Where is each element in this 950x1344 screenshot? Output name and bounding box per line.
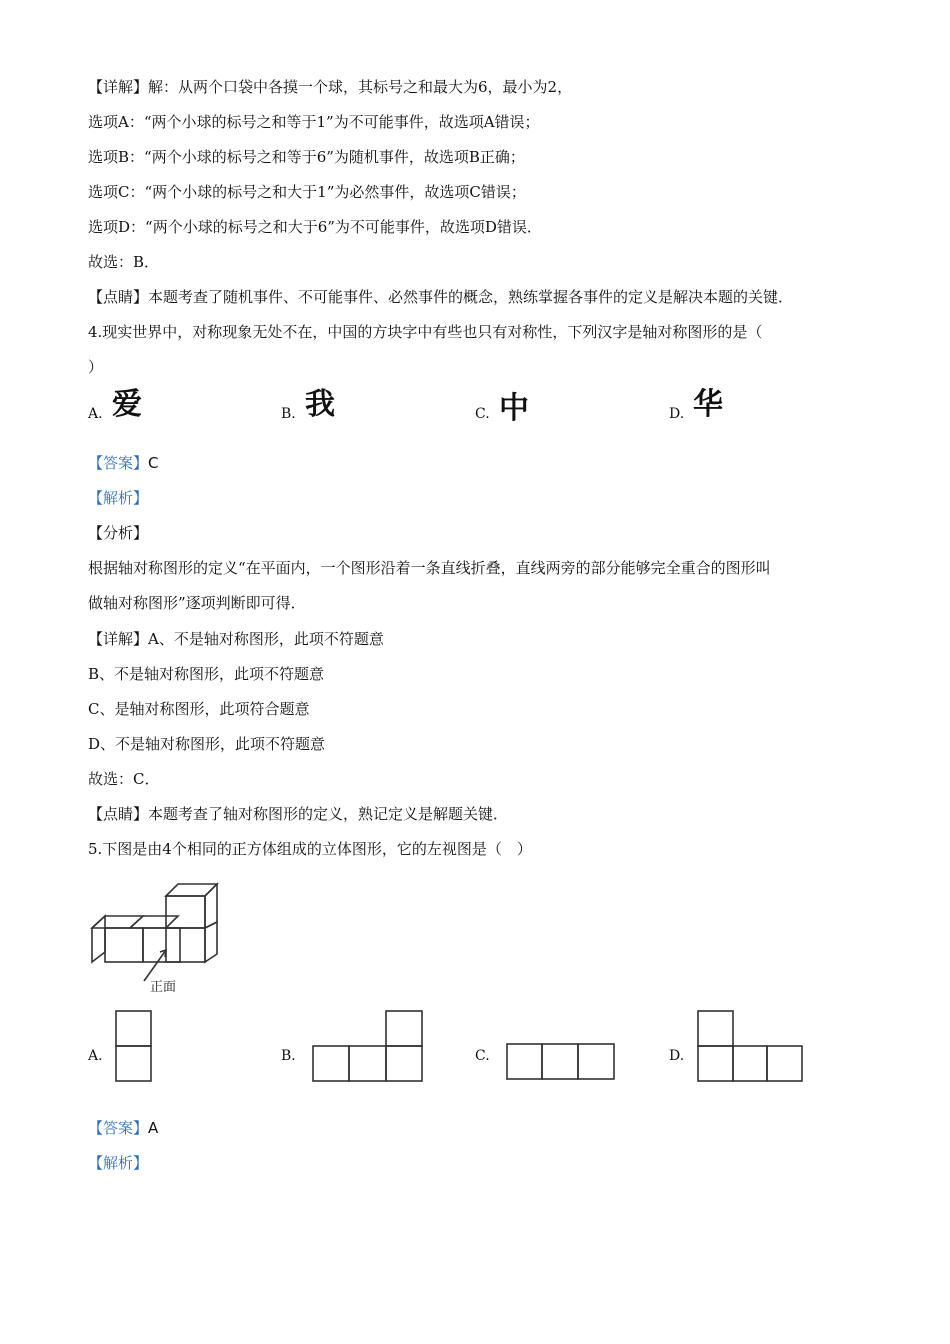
q4-detail-b: B、不是轴对称图形，此项不符题意 (88, 665, 325, 683)
q5-c-square-2 (542, 1044, 578, 1079)
q4-choose: 故选：C． (88, 770, 160, 788)
q5-b-square-3 (386, 1046, 422, 1081)
bottom-cube3-front-face (166, 928, 205, 962)
q5-b-square-top (386, 1011, 422, 1046)
q5-d-square-2 (733, 1046, 767, 1081)
q4-option-a-label: A. (88, 406, 103, 422)
q5-option-c-label: C. (475, 1048, 490, 1064)
q3-choose: 故选：B． (88, 253, 160, 271)
q5-option-b-figure (312, 1010, 424, 1082)
cube-solid-figure (88, 878, 228, 996)
front-label: 正面 (150, 980, 177, 995)
bottom-cube1-front-face (105, 928, 143, 962)
q4-stem-line2: ） (88, 358, 104, 376)
q3-option-a-analysis: 选项A：“两个小球的标号之和等于1”为不可能事件，故选项A错误； (88, 113, 540, 131)
q4-comment: 【点睛】本题考查了轴对称图形的定义，熟记定义是解题关键． (88, 805, 509, 823)
q5-answer (88, 1117, 158, 1139)
q5-option-d-label: D. (669, 1048, 685, 1064)
bottom-row-left-face (92, 916, 105, 962)
q5-answer-tag: 【答案】 (88, 1119, 149, 1137)
top-cube-top-face (166, 884, 217, 896)
q5-a-square-top (116, 1011, 151, 1046)
q5-b-square-1 (313, 1046, 349, 1081)
q4-option-c-char: 中 (499, 391, 529, 426)
bottom-row-right-face (205, 922, 217, 962)
q5-c-square-3 (578, 1044, 614, 1079)
q5-d-square-top (698, 1011, 733, 1046)
q4-answer-tag: 【答案】 (88, 454, 149, 472)
q5-b-square-2 (349, 1046, 386, 1081)
q4-answer-value: C (148, 454, 159, 472)
q4-answer (88, 452, 159, 474)
q4-fenxi-line2: 做轴对称图形”逐项判断即可得． (88, 594, 306, 612)
q4-option-d-label: D. (669, 406, 685, 422)
q5-stem: 5.下图是由4个相同的正方体组成的立体图形，它的左视图是（ ） (88, 840, 532, 858)
q4-fenxi-line1: 根据轴对称图形的定义“在平面内，一个图形沿着一条直线折叠，直线两旁的部分能够完全重合的图形叫 (88, 559, 771, 577)
q4-detail-c: C、是轴对称图形，此项符合题意 (88, 700, 310, 718)
q4-option-d-char: 华 (693, 387, 723, 422)
q5-c-square-1 (507, 1044, 542, 1079)
q5-answer-value: A (148, 1119, 159, 1137)
q3-option-b-analysis: 选项B：“两个小球的标号之和等于6”为随机事件，故选项B正确； (88, 148, 525, 166)
q5-d-square-1 (698, 1046, 733, 1081)
q3-detail-intro: 【详解】解：从两个口袋中各摸一个球，其标号之和最大为6，最小为2， (88, 78, 573, 96)
q4-fenxi-tag: 【分析】 (88, 524, 149, 542)
top-cube-side-face (205, 884, 217, 928)
q4-option-b-label: B. (281, 406, 296, 422)
q3-option-d-analysis: 选项D：“两个小球的标号之和大于6”为不可能事件，故选项D错误． (88, 218, 542, 236)
q4-analysis-tag: 【解析】 (88, 489, 149, 507)
q3-comment: 【点睛】本题考查了随机事件、不可能事件、必然事件的概念，熟练掌握各事件的定义是解决本题的关键． (88, 288, 794, 306)
q4-detail-d: D、不是轴对称图形，此项不符题意 (88, 735, 326, 753)
q4-option-c-label: C. (475, 406, 490, 422)
q4-option-a-char: 爱 (112, 387, 142, 422)
q5-analysis-tag: 【解析】 (88, 1154, 149, 1172)
q5-option-a-figure (115, 1010, 153, 1082)
q5-option-a-label: A. (88, 1048, 103, 1064)
bottom-cube2-top-face (130, 916, 178, 928)
q3-option-c-analysis: 选项C：“两个小球的标号之和大于1”为必然事件，故选项C错误； (88, 183, 526, 201)
q5-option-d-figure (697, 1010, 805, 1082)
q5-d-square-3 (767, 1046, 802, 1081)
q5-a-square-bottom (116, 1046, 151, 1081)
q4-detail-a: 【详解】A、不是轴对称图形，此项不符题意 (88, 630, 384, 648)
q4-option-b-char: 我 (305, 387, 335, 422)
q5-option-b-label: B. (281, 1048, 296, 1064)
q5-option-c-figure (506, 1043, 616, 1081)
front-arrow-shaft (144, 950, 166, 981)
q4-stem-line1: 4.现实世界中，对称现象无处不在，中国的方块字中有些也只有对称性，下列汉字是轴对称图形的是（ (88, 323, 763, 341)
